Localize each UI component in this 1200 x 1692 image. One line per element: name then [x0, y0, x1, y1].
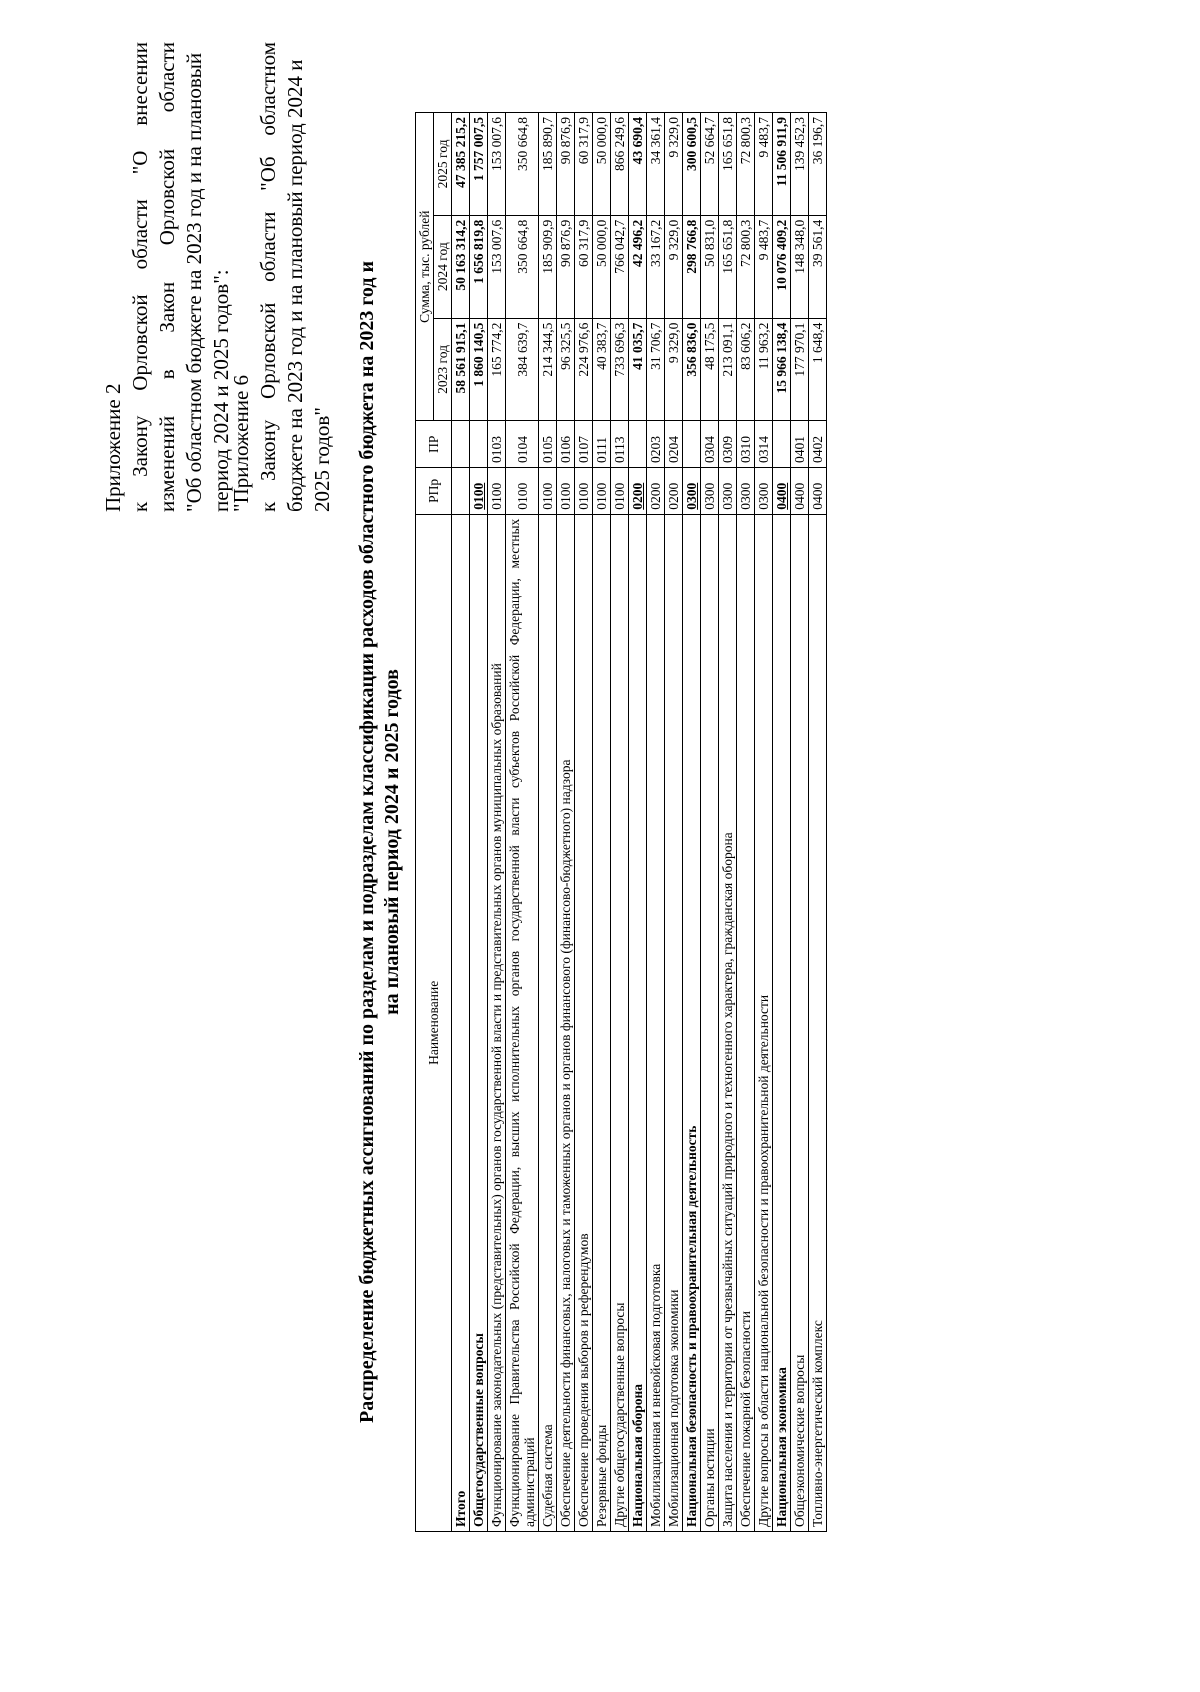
row-rpr-cell [452, 468, 470, 515]
row-rpr-cell: 0100 [611, 468, 629, 515]
row-name-cell: Резервные фонды [593, 514, 611, 1531]
row-pr-cell: 0103 [488, 421, 506, 468]
table-row [575, 113, 593, 1532]
row-2024-cell: 10 076 409,2 [773, 215, 791, 318]
row-name-cell: Органы юстиции [701, 514, 719, 1531]
row-pr-cell [470, 421, 488, 468]
table-row [611, 113, 629, 1532]
row-rpr-cell: 0400 [809, 468, 827, 515]
row-name-cell: Другие общегосударственные вопросы [611, 514, 629, 1531]
row-pr-cell: 0106 [557, 421, 575, 468]
appendix-2-title: Приложение 2 [101, 383, 125, 512]
document-title-line: Распределение бюджетных ассигнований по разделам и подразделам классификации расходов областного бюджета на 2023 год и [356, 261, 378, 1423]
row-pr-cell: 0105 [539, 421, 557, 468]
header-2025: 2025 год [434, 113, 452, 216]
row-name-cell: Обеспечение пожарной безопасности [737, 514, 755, 1531]
row-name-cell: Другие вопросы в области национальной безопасности и правоохранительной деятельности [755, 514, 773, 1531]
row-2024-cell: 72 800,3 [737, 215, 755, 318]
row-2025-cell: 185 890,7 [539, 113, 557, 216]
row-rpr-cell: 0100 [506, 468, 539, 515]
row-2025-cell: 139 452,3 [791, 113, 809, 216]
row-name-cell: Функционирование Правительства Российской Федерации, высших исполнительных органов государственной власти субъектов Российской Федерации, местных администраций [506, 514, 539, 1531]
row-name-cell: Национальная экономика [773, 514, 791, 1531]
row-2023-cell: 1 648,4 [809, 318, 827, 421]
row-2023-cell: 11 963,2 [755, 318, 773, 421]
row-pr-cell: 0402 [809, 421, 827, 468]
row-2024-cell: 33 167,2 [647, 215, 665, 318]
row-2025-cell: 60 317,9 [575, 113, 593, 216]
row-2023-cell: 31 706,7 [647, 318, 665, 421]
row-2024-cell: 42 496,2 [629, 215, 647, 318]
header-name: Наименование [416, 514, 452, 1531]
row-rpr-cell: 0300 [737, 468, 755, 515]
table-row [701, 113, 719, 1532]
row-2023-cell: 15 966 138,4 [773, 318, 791, 421]
row-name-cell: Общегосударственные вопросы [470, 514, 488, 1531]
row-pr-cell [773, 421, 791, 468]
row-name-cell: Мобилизационная подготовка экономики [665, 514, 683, 1531]
row-name-cell: Национальная безопасность и правоохранительная деятельность [683, 514, 701, 1531]
row-2025-cell: 9 483,7 [755, 113, 773, 216]
table-row [539, 113, 557, 1532]
appendix-6-line: бюджете на 2023 год и на плановый период 2024 и [283, 59, 307, 512]
row-2025-cell: 47 385 215,2 [452, 113, 470, 216]
row-pr-cell: 0401 [791, 421, 809, 468]
row-2024-cell: 298 766,8 [683, 215, 701, 318]
row-pr-cell: 0310 [737, 421, 755, 468]
row-2023-cell: 40 383,7 [593, 318, 611, 421]
row-2025-cell: 34 361,4 [647, 113, 665, 216]
row-rpr-cell: 0300 [755, 468, 773, 515]
row-pr-cell: 0113 [611, 421, 629, 468]
row-rpr-cell: 0300 [719, 468, 737, 515]
table-row [629, 113, 647, 1532]
row-rpr-cell: 0200 [647, 468, 665, 515]
row-2023-cell: 733 696,3 [611, 318, 629, 421]
row-pr-cell: 0309 [719, 421, 737, 468]
row-pr-cell: 0204 [665, 421, 683, 468]
row-2024-cell: 60 317,9 [575, 215, 593, 318]
appendix-6-title: "Приложение 6 [229, 374, 253, 512]
row-2023-cell: 48 175,5 [701, 318, 719, 421]
header-2024: 2024 год [434, 215, 452, 318]
row-2024-cell: 185 909,9 [539, 215, 557, 318]
header-sum: Сумма, тыс. рублей [416, 113, 434, 421]
row-2025-cell: 50 000,0 [593, 113, 611, 216]
table-row [773, 113, 791, 1532]
row-pr-cell [452, 421, 470, 468]
row-rpr-cell: 0300 [683, 468, 701, 515]
row-2024-cell: 50 831,0 [701, 215, 719, 318]
row-2025-cell: 9 329,0 [665, 113, 683, 216]
row-name-cell: Функционирование законодательных (представительных) органов государственной власти и представительных органов муниципальных образований [488, 514, 506, 1531]
appendix-2-header [100, 42, 235, 512]
table-header-row [416, 113, 434, 1532]
row-name-cell: Общеэкономические вопросы [791, 514, 809, 1531]
table-row [791, 113, 809, 1532]
row-2023-cell: 177 970,1 [791, 318, 809, 421]
row-2024-cell: 90 876,9 [557, 215, 575, 318]
row-2025-cell: 153 007,6 [488, 113, 506, 216]
table-row [470, 113, 488, 1532]
row-pr-cell: 0203 [647, 421, 665, 468]
row-name-cell: Обеспечение проведения выборов и референдумов [575, 514, 593, 1531]
row-rpr-cell: 0400 [791, 468, 809, 515]
row-2024-cell: 50 000,0 [593, 215, 611, 318]
row-pr-cell: 0111 [593, 421, 611, 468]
row-2024-cell: 50 163 314,2 [452, 215, 470, 318]
row-rpr-cell: 0300 [701, 468, 719, 515]
row-rpr-cell: 0100 [593, 468, 611, 515]
row-pr-cell: 0304 [701, 421, 719, 468]
row-2025-cell: 165 651,8 [719, 113, 737, 216]
header-rpr: РПр [416, 468, 452, 515]
row-2024-cell: 9 329,0 [665, 215, 683, 318]
appendix-6-line: к Закону Орловской области "Об областном [256, 42, 280, 512]
row-2025-cell: 36 196,7 [809, 113, 827, 216]
row-rpr-cell: 0100 [539, 468, 557, 515]
table-row [683, 113, 701, 1532]
row-name-cell: Топливно-энергетический комплекс [809, 514, 827, 1531]
row-2023-cell: 41 035,7 [629, 318, 647, 421]
row-2025-cell: 300 600,5 [683, 113, 701, 216]
table-row [719, 113, 737, 1532]
header-2023: 2023 год [434, 318, 452, 421]
table-row [488, 113, 506, 1532]
row-pr-cell: 0314 [755, 421, 773, 468]
row-2024-cell: 766 042,7 [611, 215, 629, 318]
row-2024-cell: 165 651,8 [719, 215, 737, 318]
table-row [452, 113, 470, 1532]
table-row [809, 113, 827, 1532]
header-pr: ПР [416, 421, 452, 468]
row-2024-cell: 148 348,0 [791, 215, 809, 318]
row-name-cell: Защита населения и территории от чрезвычайных ситуаций природного и техногенного характера, гражданская оборона [719, 514, 737, 1531]
row-2025-cell: 11 506 911,9 [773, 113, 791, 216]
appendix-2-line: период 2024 и 2025 годов": [209, 269, 233, 512]
row-rpr-cell: 0400 [773, 468, 791, 515]
table-row [647, 113, 665, 1532]
appendix-6-line: 2025 годов" [310, 407, 334, 512]
row-name-cell: Национальная оборона [629, 514, 647, 1531]
appendix-2-line: к Закону Орловской области "О внесении [128, 42, 152, 512]
row-2025-cell: 90 876,9 [557, 113, 575, 216]
row-2023-cell: 1 860 140,5 [470, 318, 488, 421]
row-2024-cell: 9 483,7 [755, 215, 773, 318]
row-2024-cell: 39 561,4 [809, 215, 827, 318]
row-2023-cell: 356 836,0 [683, 318, 701, 421]
row-rpr-cell: 0100 [488, 468, 506, 515]
table-row [737, 113, 755, 1532]
row-2023-cell: 214 344,5 [539, 318, 557, 421]
row-rpr-cell: 0100 [557, 468, 575, 515]
row-rpr-cell: 0100 [470, 468, 488, 515]
appendix-6-header [228, 42, 336, 512]
document-title-line: на плановый период 2024 и 2025 годов [381, 669, 403, 1015]
row-2023-cell: 9 329,0 [665, 318, 683, 421]
row-2025-cell: 1 757 007,5 [470, 113, 488, 216]
row-pr-cell: 0104 [506, 421, 539, 468]
row-pr-cell [629, 421, 647, 468]
row-2025-cell: 866 249,6 [611, 113, 629, 216]
row-name-cell: Обеспечение деятельности финансовых, налоговых и таможенных органов и органов финансового (финансово-бюджетного) надзора [557, 514, 575, 1531]
row-2023-cell: 165 774,2 [488, 318, 506, 421]
row-2025-cell: 52 664,7 [701, 113, 719, 216]
table-row [557, 113, 575, 1532]
table-row [755, 113, 773, 1532]
row-name-cell: Судебная система [539, 514, 557, 1531]
appendix-2-line: "Об областном бюджете на 2023 год и на плановый [182, 52, 206, 512]
row-name-cell: Итого [452, 514, 470, 1531]
row-name-cell: Мобилизационная и вневойсковая подготовка [647, 514, 665, 1531]
budget-table [415, 112, 827, 1532]
row-rpr-cell: 0200 [629, 468, 647, 515]
row-2023-cell: 384 639,7 [506, 318, 539, 421]
table-body [452, 113, 827, 1532]
row-2025-cell: 72 800,3 [737, 113, 755, 216]
row-2024-cell: 153 007,6 [488, 215, 506, 318]
row-2023-cell: 213 091,1 [719, 318, 737, 421]
table-row [506, 113, 539, 1532]
row-2023-cell: 58 561 915,1 [452, 318, 470, 421]
row-2023-cell: 96 325,5 [557, 318, 575, 421]
row-rpr-cell: 0200 [665, 468, 683, 515]
table-row [665, 113, 683, 1532]
row-2025-cell: 43 690,4 [629, 113, 647, 216]
row-2024-cell: 1 656 819,8 [470, 215, 488, 318]
document-title [355, 242, 405, 1442]
row-pr-cell: 0107 [575, 421, 593, 468]
appendix-2-line: изменений в Закон Орловской области [155, 42, 179, 512]
table-row [593, 113, 611, 1532]
row-2025-cell: 350 664,8 [506, 113, 539, 216]
row-2023-cell: 83 606,2 [737, 318, 755, 421]
row-2023-cell: 224 976,6 [575, 318, 593, 421]
row-2024-cell: 350 664,8 [506, 215, 539, 318]
row-rpr-cell: 0100 [575, 468, 593, 515]
row-pr-cell [683, 421, 701, 468]
